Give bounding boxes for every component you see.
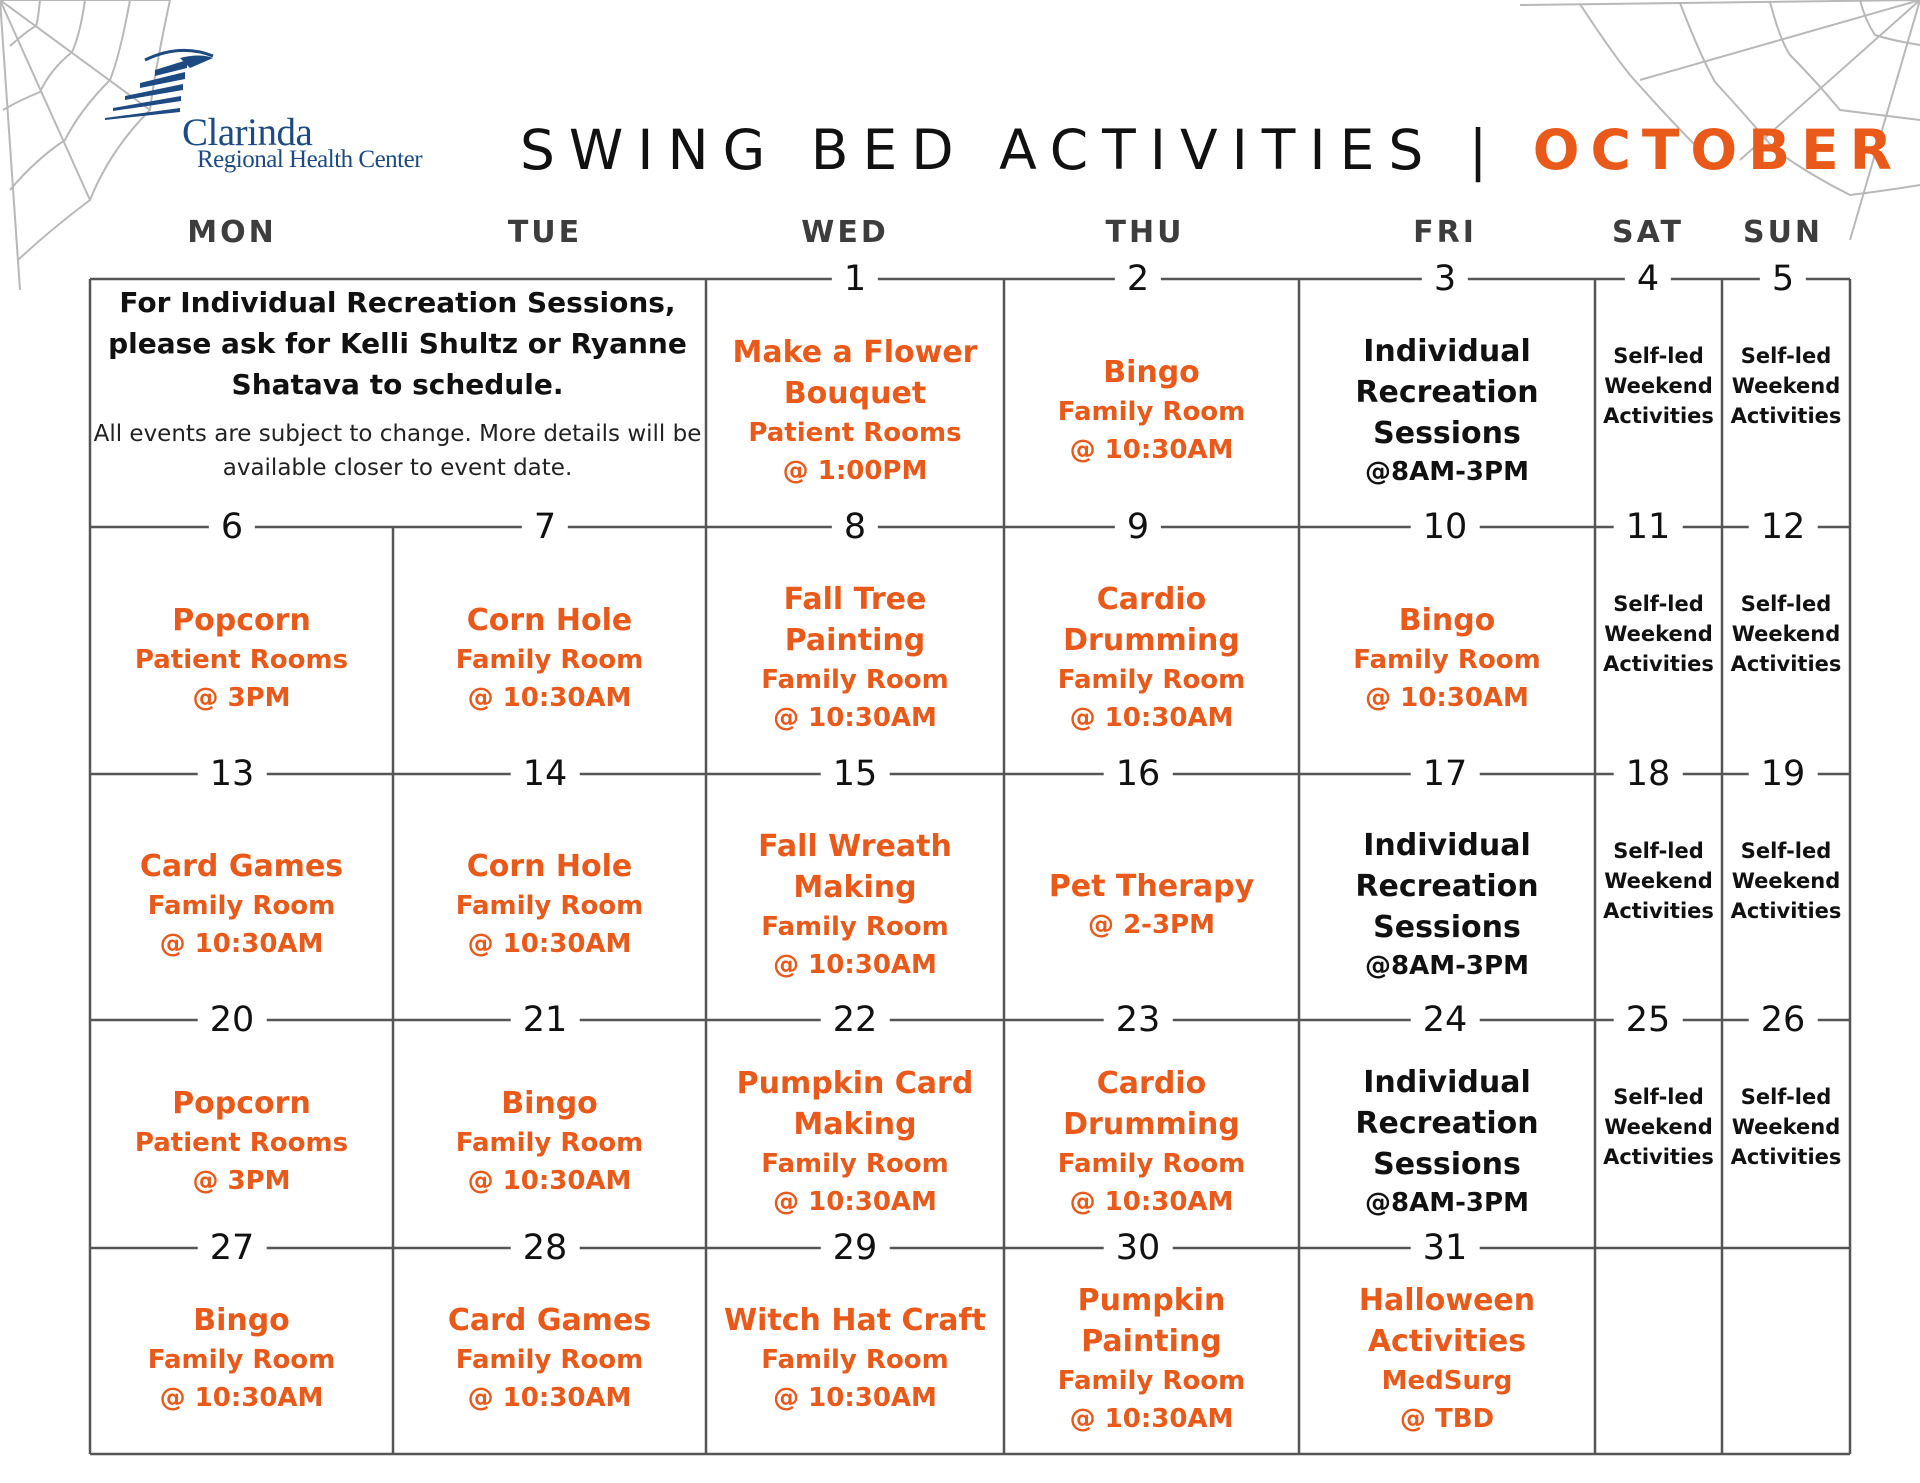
logo-subtitle: Regional Health Center [197,146,423,173]
event-time: @ 3PM [192,682,291,713]
event-title: Popcorn [172,1086,311,1121]
event-location: Family Room [1057,665,1246,695]
event-cell [706,1270,1004,1446]
info-note [90,282,705,485]
title-main: SWING BED ACTIVITIES | [520,118,1502,182]
dow-tue: TUE [507,215,583,250]
day-number: 9 [1115,508,1161,546]
weekend-cell [1722,1042,1850,1240]
event-title: Halloween Activities [1358,1282,1536,1359]
event-time: @ 10:30AM [467,1383,632,1413]
event-location: Family Room [147,1345,336,1375]
day-number: 31 [1411,1229,1480,1267]
logo-name: Clarinda [182,111,313,154]
event-title: Pumpkin Card Making [736,1065,974,1142]
event-time: @ 10:30AM [467,1166,632,1196]
event-location: Family Room [761,665,949,695]
day-number: 20 [198,1001,267,1039]
event-time: @8AM-3PM [1365,456,1529,487]
event-time: @ 10:30AM [1069,1403,1234,1434]
event-cell [1299,1042,1595,1240]
event-time: @ 10:30AM [773,949,937,980]
event-location: Family Room [761,1148,949,1179]
day-number: 5 [1760,260,1806,298]
event-cell [90,549,393,766]
note-sub: All events are subject to change. More details will be available closer to event date. [93,421,702,481]
event-title: Fall Wreath Making [758,828,952,905]
weekend-cell [1595,301,1722,519]
event-time: @8AM-3PM [1365,1187,1529,1218]
event-time: @ 10:30AM [1365,682,1529,713]
event-title: Corn Hole [466,602,633,638]
event-cell [90,1270,393,1446]
weekend-label: Self-led Weekend Activities [1603,344,1714,428]
event-title: Cardio Drumming [1063,1065,1240,1142]
dow-sat: SAT [1612,215,1684,250]
day-number: 29 [821,1229,890,1267]
day-number: 28 [511,1229,580,1267]
event-title: Individual Recreation Sessions [1355,827,1539,945]
day-number: 12 [1749,508,1818,546]
event-time: @ 1:00PM [782,455,928,486]
event-location: MedSurg [1381,1365,1513,1396]
dow-mon: MON [187,215,277,250]
event-location: Patient Rooms [748,417,962,448]
event-cell [706,301,1004,519]
event-title: Cardio Drumming [1063,582,1240,658]
event-location: Family Room [455,1345,644,1375]
event-title: Bingo [193,1303,290,1338]
title-month: OCTOBER [1532,118,1904,182]
event-cell [1299,549,1595,766]
event-time: @ 3PM [192,1166,291,1196]
weekend-cell [1722,549,1850,766]
event-time: @ 10:30AM [159,1383,324,1413]
event-cell [706,1042,1004,1240]
event-location: Family Room [761,911,949,942]
note-main: For Individual Recreation Sessions, please ask for Kelli Shultz or Ryanne Shatava to schedule. [108,286,687,401]
event-time: @ 10:30AM [1069,1186,1234,1217]
event-time: @8AM-3PM [1365,950,1529,981]
event-title: Pumpkin Painting [1077,1282,1226,1359]
event-title: Make a Flower Bouquet [732,334,978,411]
event-cell [393,1042,706,1240]
day-number: 11 [1614,508,1683,546]
day-number: 16 [1104,755,1173,793]
day-number: 19 [1749,755,1818,793]
weekend-cell [1722,301,1850,519]
day-number: 24 [1411,1001,1480,1039]
event-location: Patient Rooms [134,644,349,675]
event-time: @ 10:30AM [467,682,632,713]
day-number: 17 [1411,755,1480,793]
event-title: Bingo [1398,602,1496,638]
event-cell [1299,1270,1595,1446]
dow-fri: FRI [1413,215,1477,250]
weekend-label: Self-led Weekend Activities [1730,592,1842,676]
event-cell [1299,796,1595,1012]
weekend-cell [1595,1042,1722,1240]
event-title: Card Games [447,1303,652,1338]
day-number: 7 [522,508,568,546]
event-location: Family Room [1057,1148,1246,1179]
event-cell [1004,1270,1299,1446]
event-time: @ 10:30AM [773,1186,937,1217]
event-title: Pet Therapy [1048,868,1255,904]
dow-sun: SUN [1742,215,1824,250]
event-title: Witch Hat Craft [724,1303,986,1338]
day-number: 4 [1625,260,1671,298]
event-location: Family Room [1057,397,1246,427]
day-number: 27 [198,1229,267,1267]
event-title: Popcorn [172,602,311,638]
day-number: 23 [1104,1001,1173,1039]
event-cell [393,796,706,1012]
event-time: @ 10:30AM [467,929,632,959]
event-cell [1299,301,1595,519]
event-cell [706,796,1004,1012]
event-location: Family Room [1057,1365,1246,1396]
event-title: Bingo [501,1086,598,1121]
event-cell [90,796,393,1012]
weekend-label: Self-led Weekend Activities [1603,1085,1714,1169]
event-title: Bingo [1103,355,1200,390]
event-time: @ 10:30AM [773,1383,937,1413]
weekend-cell [1595,549,1722,766]
event-time: @ 10:30AM [1069,703,1234,733]
event-time: @ 2-3PM [1088,909,1215,940]
weekend-cell [1722,796,1850,1012]
weekend-label: Self-led Weekend Activities [1603,839,1714,923]
weekend-label: Self-led Weekend Activities [1730,344,1842,428]
event-cell [1004,1042,1299,1240]
event-location: Family Room [455,1128,644,1158]
event-time: @ 10:30AM [159,929,324,959]
day-number: 18 [1614,755,1683,793]
event-cell [706,549,1004,766]
event-location: Family Room [761,1345,949,1375]
day-number: 3 [1422,260,1468,298]
weekend-label: Self-led Weekend Activities [1603,592,1714,676]
event-title: Individual Recreation Sessions [1355,333,1539,451]
event-cell [90,1042,393,1240]
day-number: 13 [198,755,267,793]
event-title: Fall Tree Painting [783,582,927,658]
day-number: 30 [1104,1229,1173,1267]
dow-thu: THU [1105,215,1185,250]
event-location: Family Room [1353,644,1541,675]
event-time: @ 10:30AM [773,703,937,733]
event-title: Individual Recreation Sessions [1355,1064,1539,1182]
day-number: 2 [1115,260,1161,298]
day-number: 22 [821,1001,890,1039]
event-title: Corn Hole [466,849,633,884]
event-cell [393,1270,706,1446]
day-number: 15 [821,755,890,793]
day-number: 1 [832,260,878,298]
event-cell [1004,301,1299,519]
day-number: 6 [209,508,255,546]
day-number: 26 [1749,1001,1818,1039]
day-number: 14 [511,755,580,793]
day-number: 21 [511,1001,580,1039]
day-number: 8 [832,508,878,546]
dow-wed: WED [801,215,889,250]
event-cell [1004,796,1299,1012]
day-number: 10 [1411,508,1480,546]
event-cell [1004,549,1299,766]
event-time: @ TBD [1399,1403,1495,1434]
event-location: Patient Rooms [134,1128,349,1158]
event-location: Family Room [147,891,336,921]
event-cell [393,549,706,766]
event-location: Family Room [455,644,644,675]
event-time: @ 10:30AM [1069,435,1234,465]
day-number: 25 [1614,1001,1683,1039]
event-title: Card Games [139,849,344,884]
event-location: Family Room [455,891,644,921]
weekend-cell [1595,796,1722,1012]
weekend-label: Self-led Weekend Activities [1730,839,1842,923]
weekend-label: Self-led Weekend Activities [1730,1085,1842,1169]
